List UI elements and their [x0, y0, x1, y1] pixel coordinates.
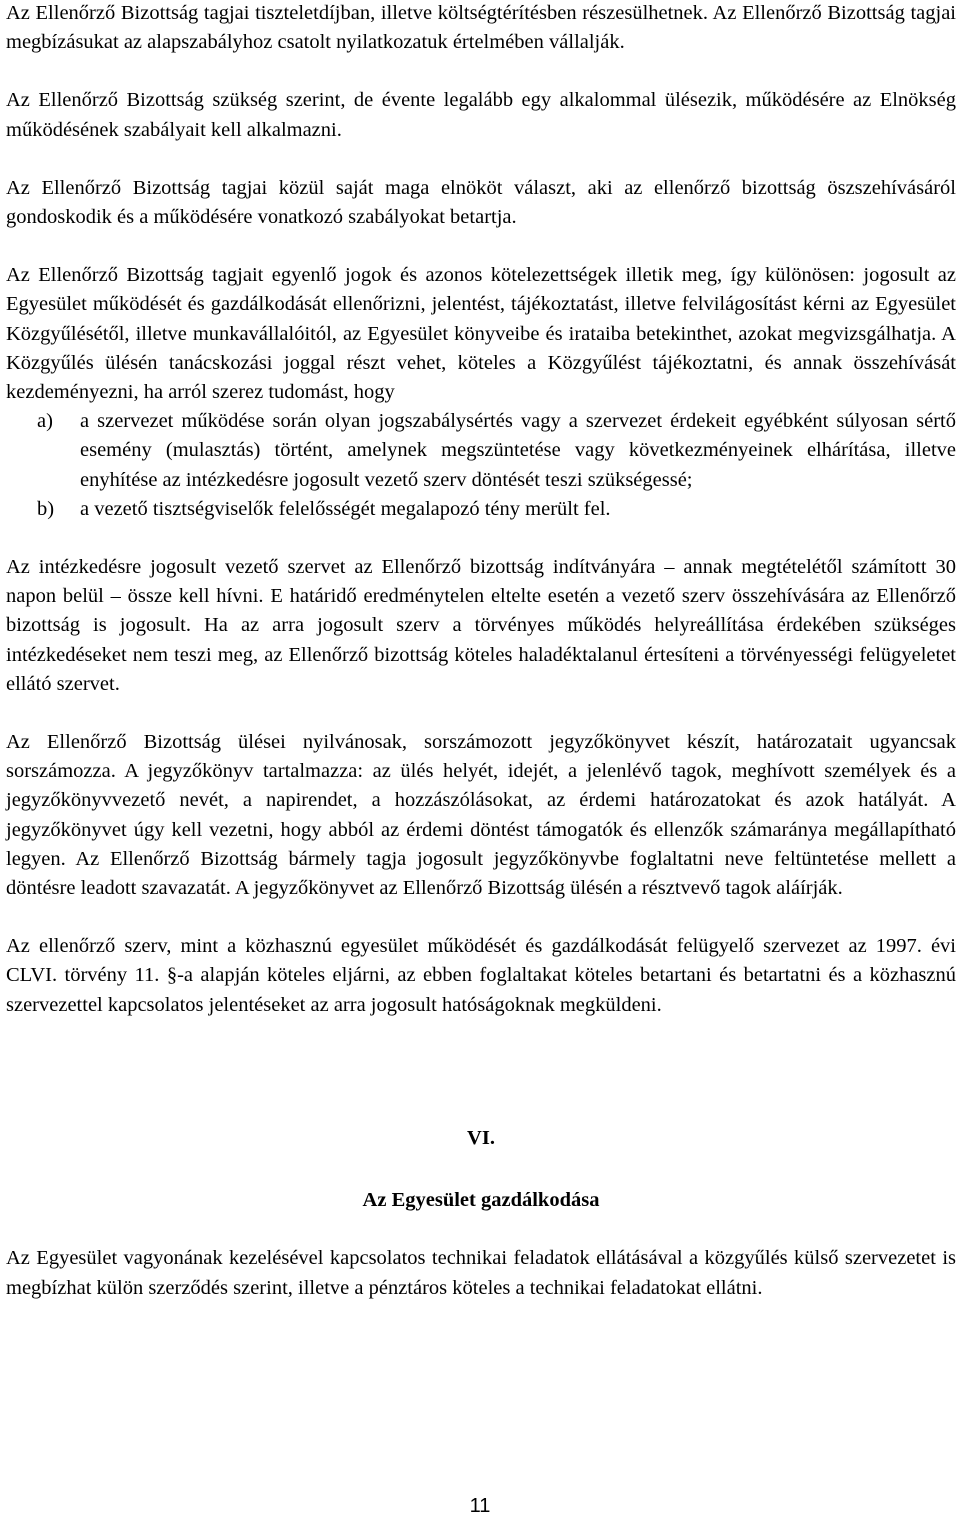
paragraph-convening: Az intézkedésre jogosult vezető szervet az Ellenőrző bizottság indítványára – annak megtételétől számított 30 napon belül – össze kell hívni. E határidő eredménytelen eltelte esetén a vezető szerv összehívására az Ellenőrző bizottság is jogosult. Ha az arra jogosult szerv a törvényes működés helyreállítása érdekében szükséges intézkedéseket nem teszi meg, az Ellenőrző bizottság köteles haladéktalanul értesíteni a törvényességi felügyeletet ellátó szervet. — [6, 556, 956, 695]
list-item-text: a vezető tisztségviselők felelősségét megalapozó tény merült fel. — [80, 497, 611, 520]
list-item — [6, 495, 956, 524]
section-number: VI. — [467, 1126, 495, 1149]
paragraph-legal-basis: Az ellenőrző szerv, mint a közhasznú egyesület működését és gazdálkodását felügyelő szervezet az 1997. évi CLVI. törvény 11. §-a alapján köteles eljárni, az ebben foglaltakat köteles betartani és betartatni és a közhasznú szervezettel kapcsolatos jelentéseket az arra jogosult hatóságoknak megküldeni. — [6, 935, 956, 1016]
document-page — [6, 0, 956, 1303]
conditions-list — [6, 407, 956, 524]
paragraph-minutes: Az Ellenőrző Bizottság ülései nyilvánosak, sorszámozott jegyzőkönyvet készít, határozatait ugyancsak sorszámozza. A jegyzőkönyv tartalmazza: az ülés helyét, idejét, a jelenlévő tagok, meghívott személyek és a jegyzőkönyvvezető nevét, a napirendet, a hozzászólásokat, az érdemi határozatokat és azok hatályát. A jegyzőkönyvet úgy kell vezetni, hogy abból az érdemi döntést támogatók és ellenzők számaránya megállapítható legyen. Az Ellenőrző Bizottság bármely tagja jogosult jegyzőkönyvbe foglaltatni neve feltüntetése mellett a döntésre leadott szavazatát. A jegyzőkönyvet az Ellenőrző Bizottság ülésén a résztvevő tagok aláírják. — [6, 731, 956, 900]
section-title: Az Egyesület gazdálkodása — [362, 1189, 600, 1212]
page-number: 11 — [469, 1495, 491, 1517]
list-marker: a) — [37, 410, 53, 433]
paragraph-finances: Az Egyesület vagyonának kezelésével kapcsolatos technikai feladatok ellátásával a közgyűlés külső szervezetet is megbízhat külön szerződés szerint, illetve a pénztáros köteles a technikai feladatokat ellátni. — [6, 1247, 956, 1299]
paragraph-meetings: Az Ellenőrző Bizottság szükség szerint, de évente legalább egy alkalommal ülésezik, működésére az Elnökség működésének szabályait kell alkalmazni. — [6, 89, 956, 141]
list-marker: b) — [37, 497, 55, 520]
list-item-text: a szervezet működése során olyan jogszabálysértés vagy a szervezet érdekeit egyébként súlyosan sértő esemény (mulasztás) történt, amelynek megszüntetése vagy következményeinek elhárítása, illetve enyhítése az intézkedésre jogosult vezető szerv döntését teszi szükségessé; — [80, 410, 956, 491]
paragraph-chairman: Az Ellenőrző Bizottság tagjai közül saját maga elnököt választ, aki az ellenőrző bizottság öszszehívásáról gondoskodik és a működésére vonatkozó szabályokat betartja. — [6, 176, 956, 229]
list-item — [6, 407, 956, 495]
paragraph-rights: Az Ellenőrző Bizottság tagjait egyenlő jogok és azonos kötelezettségek illetik meg, így különösen: jogosult az Egyesület működését és gazdálkodását ellenőrizni, jelentést, tájékoztatást, illetve felvilágosítást kérni az Egyesület Közgyűlésétől, illetve munkavállalóitól, az Egyesület könyveibe és irataiba betekinthet, azokat megvizsgálhatja. A Közgyűlés ülésén tanácskozási joggal részt vehet, köteles a Közgyűlést tájékoztatni, és annak összehívását kezdeményezni, ha arról szerez tudomást, hogy — [6, 264, 956, 404]
paragraph-compensation: Az Ellenőrző Bizottság tagjai tiszteletdíjban, illetve költségtérítésben részesülhetnek. Az Ellenőrző Bizottság tagjai megbízásukat az alapszabályhoz csatolt nyilatkozatuk értelmében vállalják. — [6, 2, 956, 54]
